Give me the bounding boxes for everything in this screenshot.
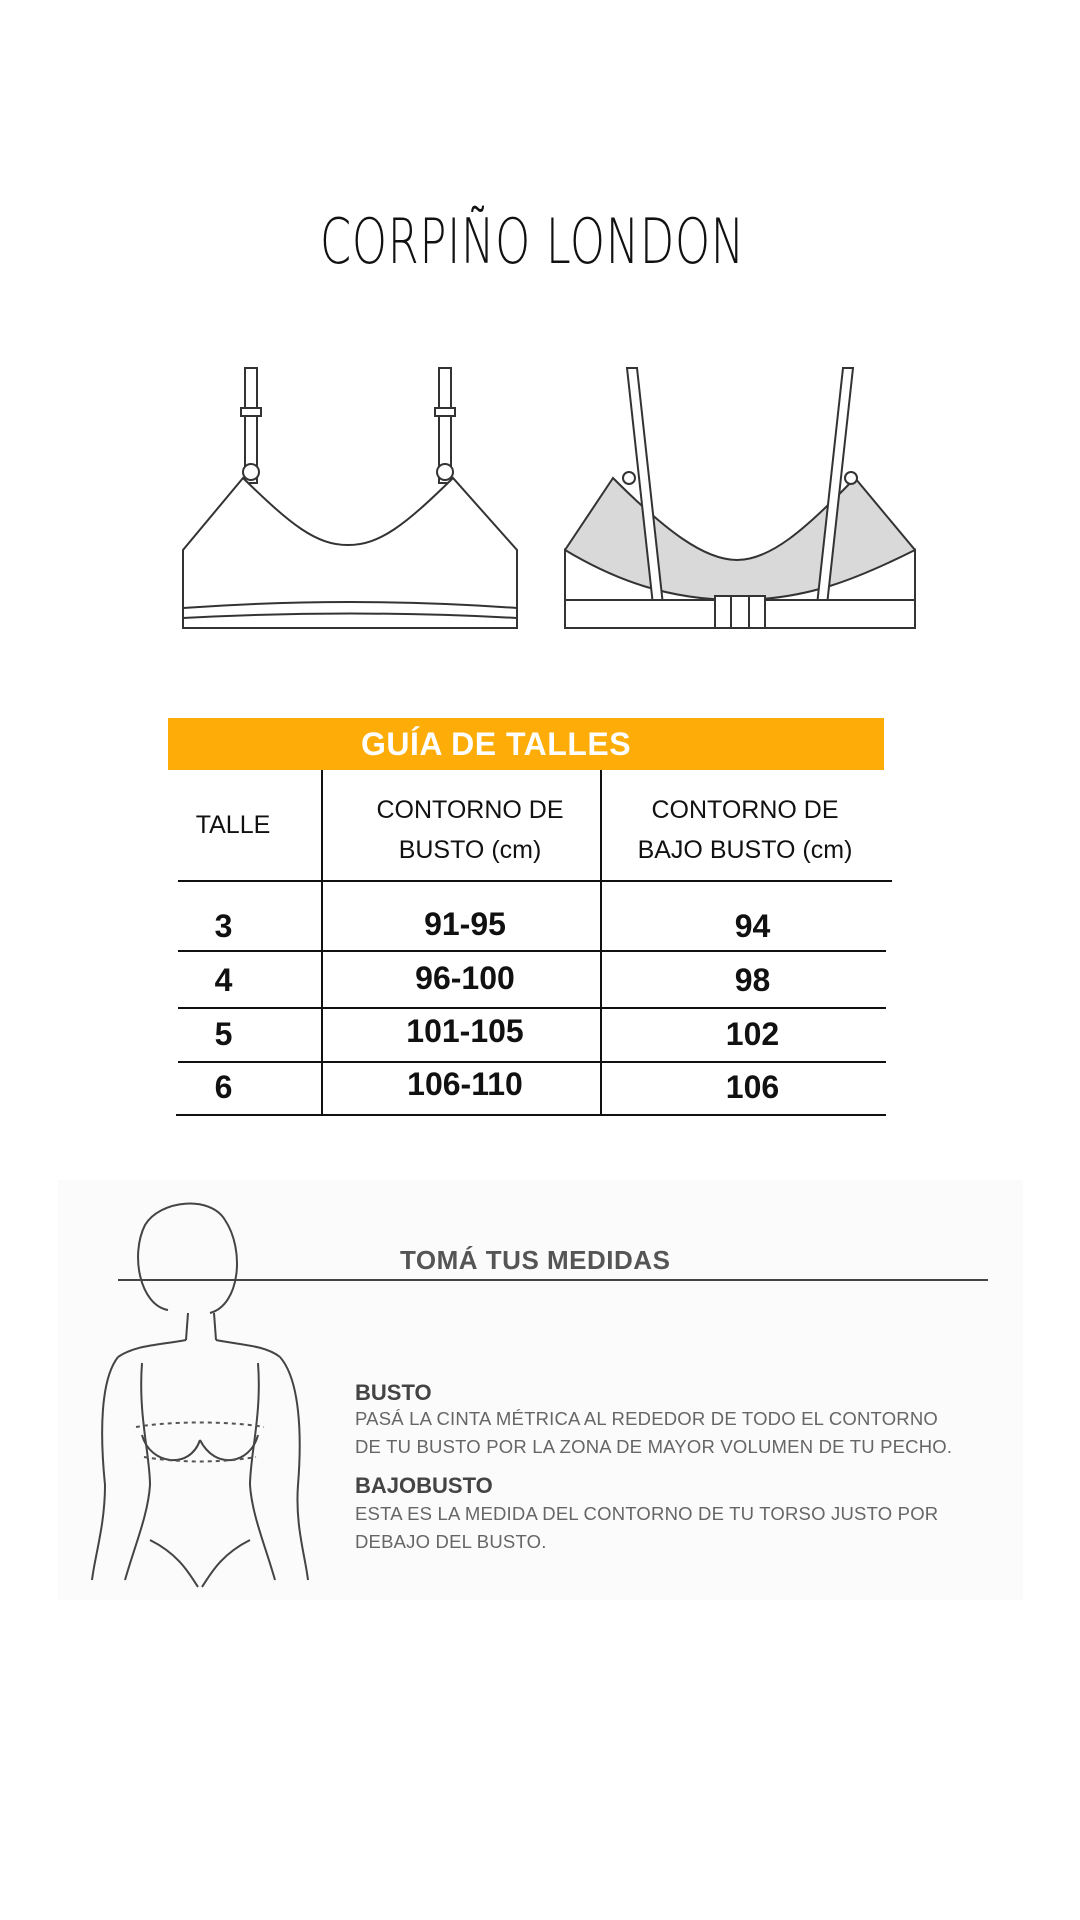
table-cell-bajo-busto: 98 [734, 962, 771, 998]
busto-heading: BUSTO [355, 1380, 432, 1405]
column-header-busto-line2: BUSTO (cm) [398, 836, 542, 864]
table-row-rule [178, 1061, 886, 1063]
table-divider-1 [321, 770, 323, 1116]
column-header-bajo-busto [620, 790, 870, 870]
column-header-bajo-busto-line1: CONTORNO DE [651, 796, 839, 824]
table-cell-bajo-busto: 94 [734, 908, 771, 944]
column-header-talle [178, 805, 288, 845]
size-guide-header [168, 718, 884, 770]
busto-description-line2: DE TU BUSTO POR LA ZONA DE MAYOR VOLUMEN DE TU PECHO. [355, 1436, 953, 1457]
table-cell-talle: 4 [214, 962, 233, 998]
body-figure-illustration [80, 1195, 340, 1590]
table-cell-talle: 3 [214, 908, 233, 944]
table-cell-busto: 91-95 [424, 906, 506, 942]
table-bottom-rule [176, 1114, 886, 1116]
bra-front-illustration [175, 360, 525, 640]
page-title: CORPIÑO LONDON [320, 205, 745, 278]
size-guide-title: GUÍA DE TALLES [360, 726, 632, 762]
table-divider-2 [600, 770, 602, 1116]
table-header-rule [178, 880, 892, 882]
busto-description-line1: PASÁ LA CINTA MÉTRICA AL REDEDOR DE TODO EL CONTORNO [355, 1408, 939, 1429]
bajobusto-description-line2: DEBAJO DEL BUSTO. [355, 1531, 547, 1552]
busto-description [355, 1405, 995, 1461]
table-cell-busto: 101-105 [406, 1013, 524, 1049]
table-cell-talle: 5 [214, 1016, 233, 1052]
table-row-rule [178, 950, 886, 952]
column-header-talle-line1: TALLE [195, 811, 271, 839]
bajobusto-description [355, 1500, 995, 1556]
table-row-rule [178, 1007, 886, 1009]
table-cell-bajo-busto: 106 [725, 1069, 780, 1105]
column-header-bajo-busto-line2: BAJO BUSTO (cm) [637, 836, 853, 864]
column-header-busto-line1: CONTORNO DE [376, 796, 564, 824]
bajobusto-description-line1: ESTA ES LA MEDIDA DEL CONTORNO DE TU TORSO JUSTO POR [355, 1503, 939, 1524]
table-cell-talle: 6 [214, 1069, 233, 1105]
measurement-title-rule [118, 1279, 988, 1281]
table-cell-busto: 106-110 [407, 1066, 523, 1102]
column-header-busto [330, 790, 610, 870]
table-cell-bajo-busto: 102 [725, 1016, 780, 1052]
measurement-title: TOMÁ TUS MEDIDAS [400, 1245, 671, 1275]
bra-back-illustration [555, 360, 925, 640]
table-cell-busto: 96-100 [415, 960, 515, 996]
bajobusto-heading: BAJOBUSTO [355, 1473, 493, 1498]
